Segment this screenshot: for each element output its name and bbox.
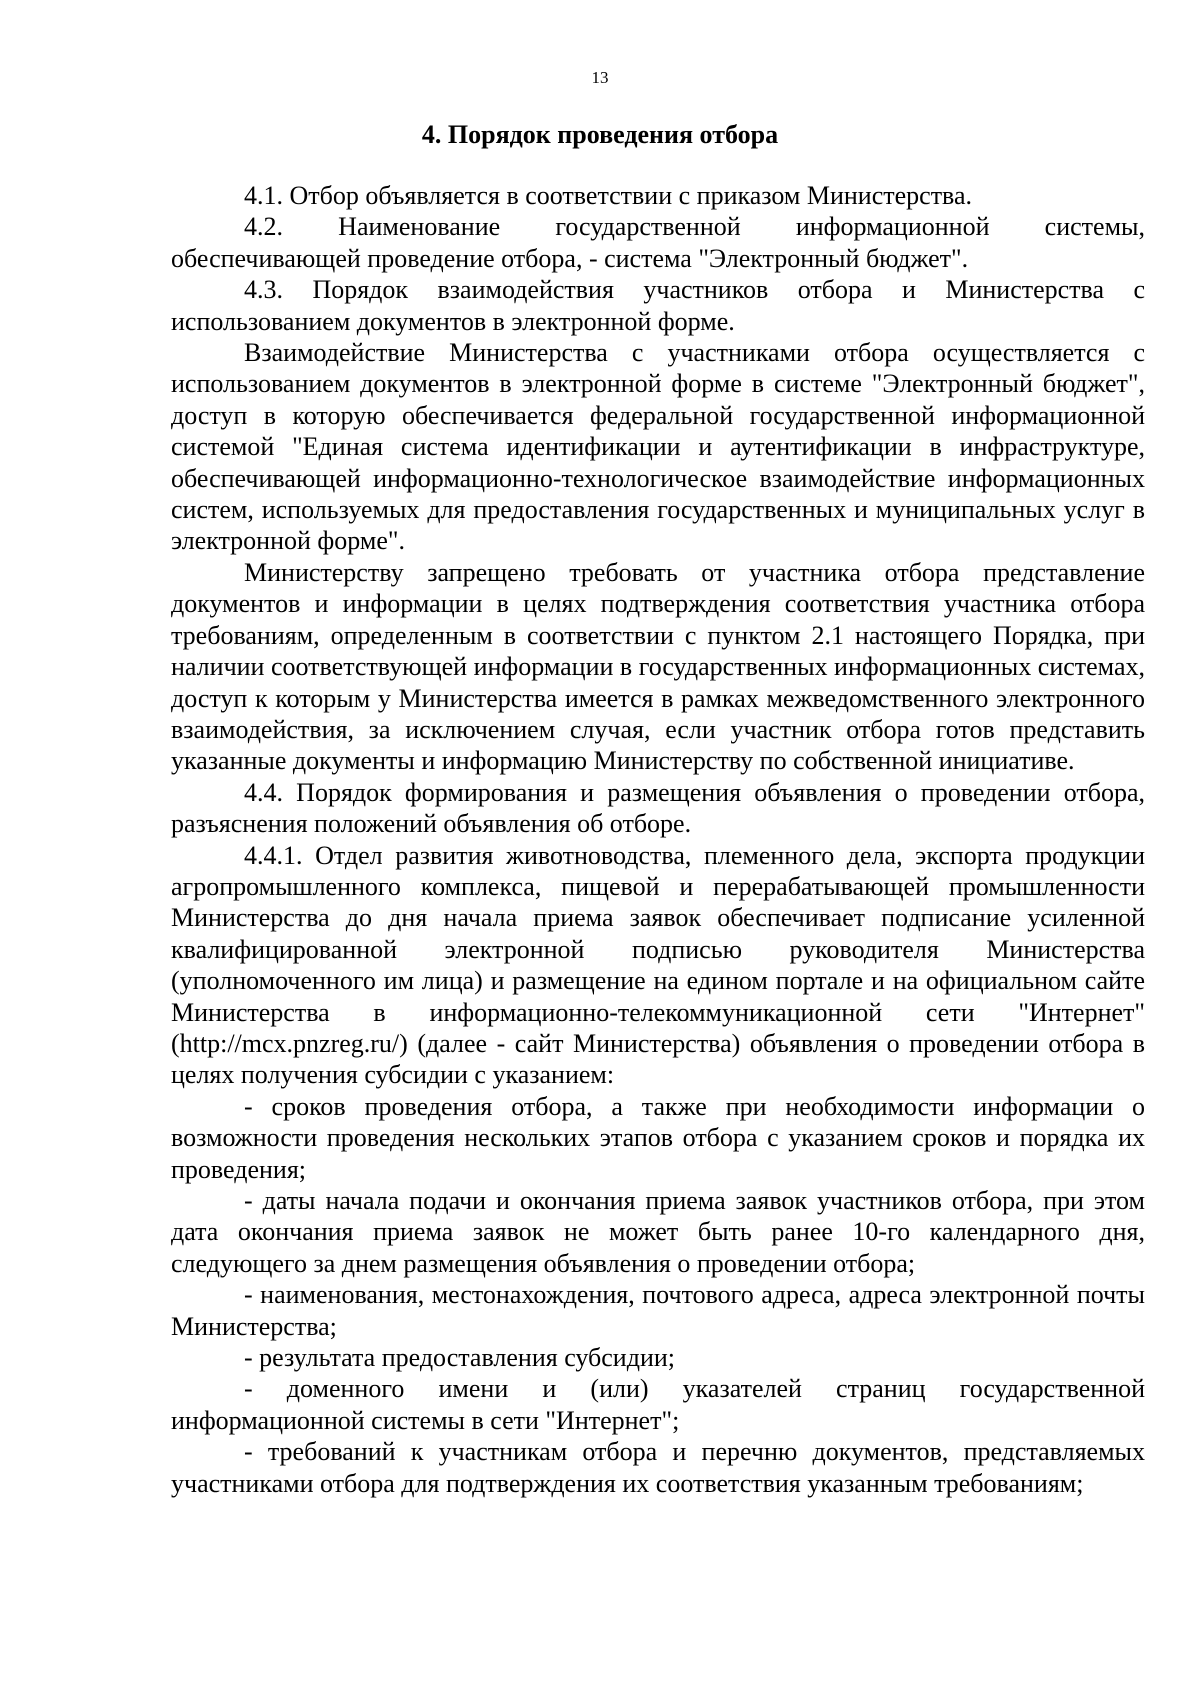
- list-item-domain: - доменного имени и (или) указателей страниц государственной информационной системы в сети "Интернет";: [171, 1374, 1145, 1435]
- paragraph-prohibition: Министерству запрещено требовать от участника отбора представление документов и информации в целях подтверждения соответствия участника отбора требованиям, определенным в соответствии с пунктом 2.1 настоящего Порядка, при наличии соответствующей информации в государственных информационных системах, доступ к которым у Министерства имеется в рамках межведомственного электронного взаимодействия, за исключением случая, если участник отбора готов представить указанные документы и информацию Министерству по собственной инициативе.: [171, 557, 1145, 776]
- page-number: 13: [591, 68, 609, 87]
- paragraph-interaction: Взаимодействие Министерства с участниками отбора осуществляется с использованием документов в электронной форме в системе "Электронный бюджет", доступ в которую обеспечивается федеральной государственной информационной системой "Единая система идентификации и аутентификации в инфраструктуре, обеспечивающей информационно-технологическое взаимодействие информационных систем, используемых для предоставления государственных и муниципальных услуг в электронной форме".: [171, 338, 1145, 556]
- paragraph-4-2: 4.2. Наименование государственной информационной системы, обеспечивающей проведение отбора, - система "Электронный бюджет".: [171, 212, 1145, 273]
- paragraph-4-4: 4.4. Порядок формирования и размещения объявления о проведении отбора, разъяснения положений объявления об отборе.: [171, 777, 1145, 839]
- list-item-ministry-contacts: - наименования, местонахождения, почтового адреса, адреса электронной почты Министерства;: [171, 1280, 1145, 1341]
- paragraph-4-4-1: 4.4.1. Отдел развития животноводства, племенного дела, экспорта продукции агропромышленного комплекса, пищевой и перерабатывающей промышленности Министерства до дня начала приема заявок обеспечивает подписание усиленной квалифицированной электронной подписью руководителя Министерства (уполномоченного им лица) и размещение на едином портале и на официальном сайте Министерства в информационно-телекоммуникационной сети "Интернет" (http://mcx.pnzreg.ru/) (далее - сайт Министерства) объявления о проведении отбора в целях получения субсидии с указанием:: [171, 840, 1145, 1090]
- list-item-requirements: - требований к участникам отбора и перечню документов, представляемых участниками отбора для подтверждения их соответствия указанным требованиям;: [171, 1437, 1145, 1498]
- paragraph-4-3: 4.3. Порядок взаимодействия участников отбора и Министерства с использованием документов в электронной форме.: [171, 275, 1145, 336]
- paragraph-4-1: 4.1. Отбор объявляется в соответствии с приказом Министерства.: [244, 181, 973, 210]
- list-item-terms: - сроков проведения отбора, а также при необходимости информации о возможности проведения нескольких этапов отбора с указанием сроков и порядка их проведения;: [171, 1091, 1145, 1184]
- section-title: 4. Порядок проведения отбора: [421, 120, 779, 149]
- list-item-result: - результата предоставления субсидии;: [244, 1343, 676, 1373]
- document-body: [171, 180, 1145, 1499]
- list-item-dates: - даты начала подачи и окончания приема заявок участников отбора, при этом дата окончания приема заявок не может быть ранее 10-го календарного дня, следующего за днем размещения объявления о проведении отбора;: [171, 1186, 1145, 1278]
